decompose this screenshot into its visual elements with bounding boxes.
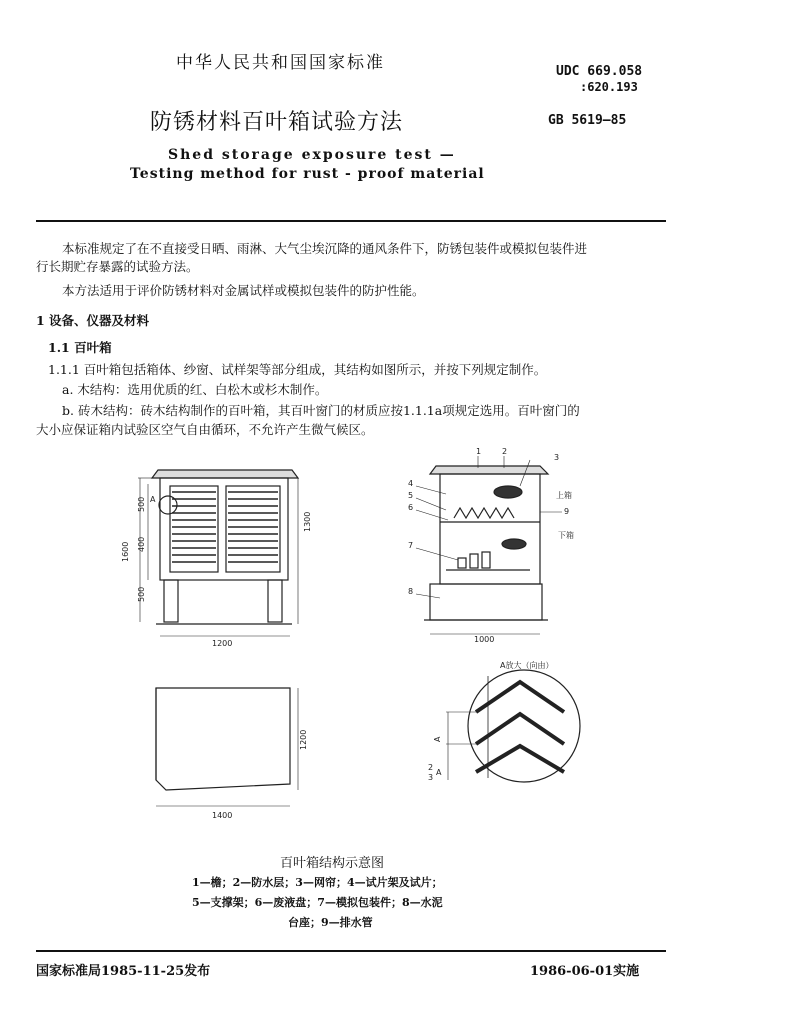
callout-3: 3	[554, 453, 560, 462]
callout-1: 1	[476, 447, 482, 456]
callout-6: 6	[408, 503, 414, 512]
clause-item-b-line2: 大小应保证箱内试验区空气自由循环，不允许产生微气候区。	[36, 422, 374, 437]
figure-legend-line2: 5—支撑架；6—废液盘；7—模拟包装件；8—水泥	[192, 896, 443, 909]
udc-code-line1: UDC 669.058	[556, 64, 643, 79]
detail-frac-bottom: 3	[428, 773, 434, 782]
lower-shelf-label: 下箱	[558, 531, 574, 540]
section-1-1-heading: 1.1 百叶箱	[48, 340, 112, 355]
figure-caption: 百叶箱结构示意图	[280, 856, 385, 871]
front-dim-500-top: 500	[137, 496, 146, 512]
callout-5: 5	[408, 491, 414, 500]
detail-a-drawing	[446, 670, 580, 782]
scope-paragraph: 本方法适用于评价防锈材料对金属试样或模拟包装件的防护性能。	[62, 283, 425, 298]
plan-view-drawing	[156, 688, 298, 806]
front-dim-1600: 1600	[121, 541, 130, 562]
clause-item-b-line1: b. 砖木结构：砖木结构制作的百叶箱，其百叶窗门的材质应按1.1.1a项规定选用。百叶窗门的	[62, 403, 580, 418]
document-title-cn: 防锈材料百叶箱试验方法	[150, 110, 404, 135]
footer-divider	[36, 950, 666, 952]
detail-label-a: A	[433, 736, 442, 742]
intro-paragraph-line2: 行长期贮存暴露的试验方法。	[36, 259, 199, 274]
side-dim-1000: 1000	[474, 635, 495, 644]
callout-9: 9	[564, 507, 570, 516]
clause-1-1-1: 1.1.1 百叶箱包括箱体、纱窗、试样架等部分组成，其结构如图所示，并按下列规定制作。	[48, 362, 547, 377]
document-title-en-line2: Testing method for rust - proof material	[130, 166, 485, 182]
figure-legend-line3: 台座；9—排水管	[288, 916, 373, 929]
issue-date: 国家标准局1985-11-25发布	[36, 964, 211, 979]
front-dim-400: 400	[137, 536, 146, 552]
gb-standard-number: GB 5619—85	[548, 113, 627, 128]
national-standard-heading: 中华人民共和国国家标准	[176, 53, 385, 73]
callout-2: 2	[502, 447, 508, 456]
plan-dim-1400: 1400	[212, 811, 233, 820]
detail-frac-a: A	[436, 768, 442, 777]
front-dim-1300: 1300	[303, 511, 312, 532]
front-dim-500-bottom: 500	[137, 586, 146, 602]
front-dim-1200: 1200	[212, 639, 233, 648]
detail-a-title: A放大（向由）	[500, 661, 554, 670]
section-1-heading: 1 设备、仪器及材料	[36, 313, 150, 328]
figure-legend-line1: 1—檐；2—防水层；3—网帘；4—试片架及试片；	[192, 876, 443, 889]
udc-code-line2: :620.193	[580, 80, 638, 94]
plan-dim-1200: 1200	[299, 729, 308, 750]
side-view-drawing	[416, 456, 562, 634]
callout-7: 7	[408, 541, 414, 550]
clause-item-a: a. 木结构：选用优质的红、白松木或杉木制作。	[62, 382, 328, 397]
callout-8: 8	[408, 587, 414, 596]
upper-shelf-label: 上箱	[556, 491, 572, 500]
intro-paragraph-line1: 本标准规定了在不直接受日晒、雨淋、大气尘埃沉降的通风条件下，防锈包装件或模拟包装件进	[62, 241, 588, 256]
document-title-en-line1: Shed storage exposure test —	[168, 147, 456, 163]
front-view-drawing	[138, 470, 298, 636]
front-label-a: A	[150, 495, 156, 504]
implementation-date: 1986-06-01实施	[530, 964, 640, 979]
callout-4: 4	[408, 479, 414, 488]
detail-frac-top: 2	[428, 763, 434, 772]
